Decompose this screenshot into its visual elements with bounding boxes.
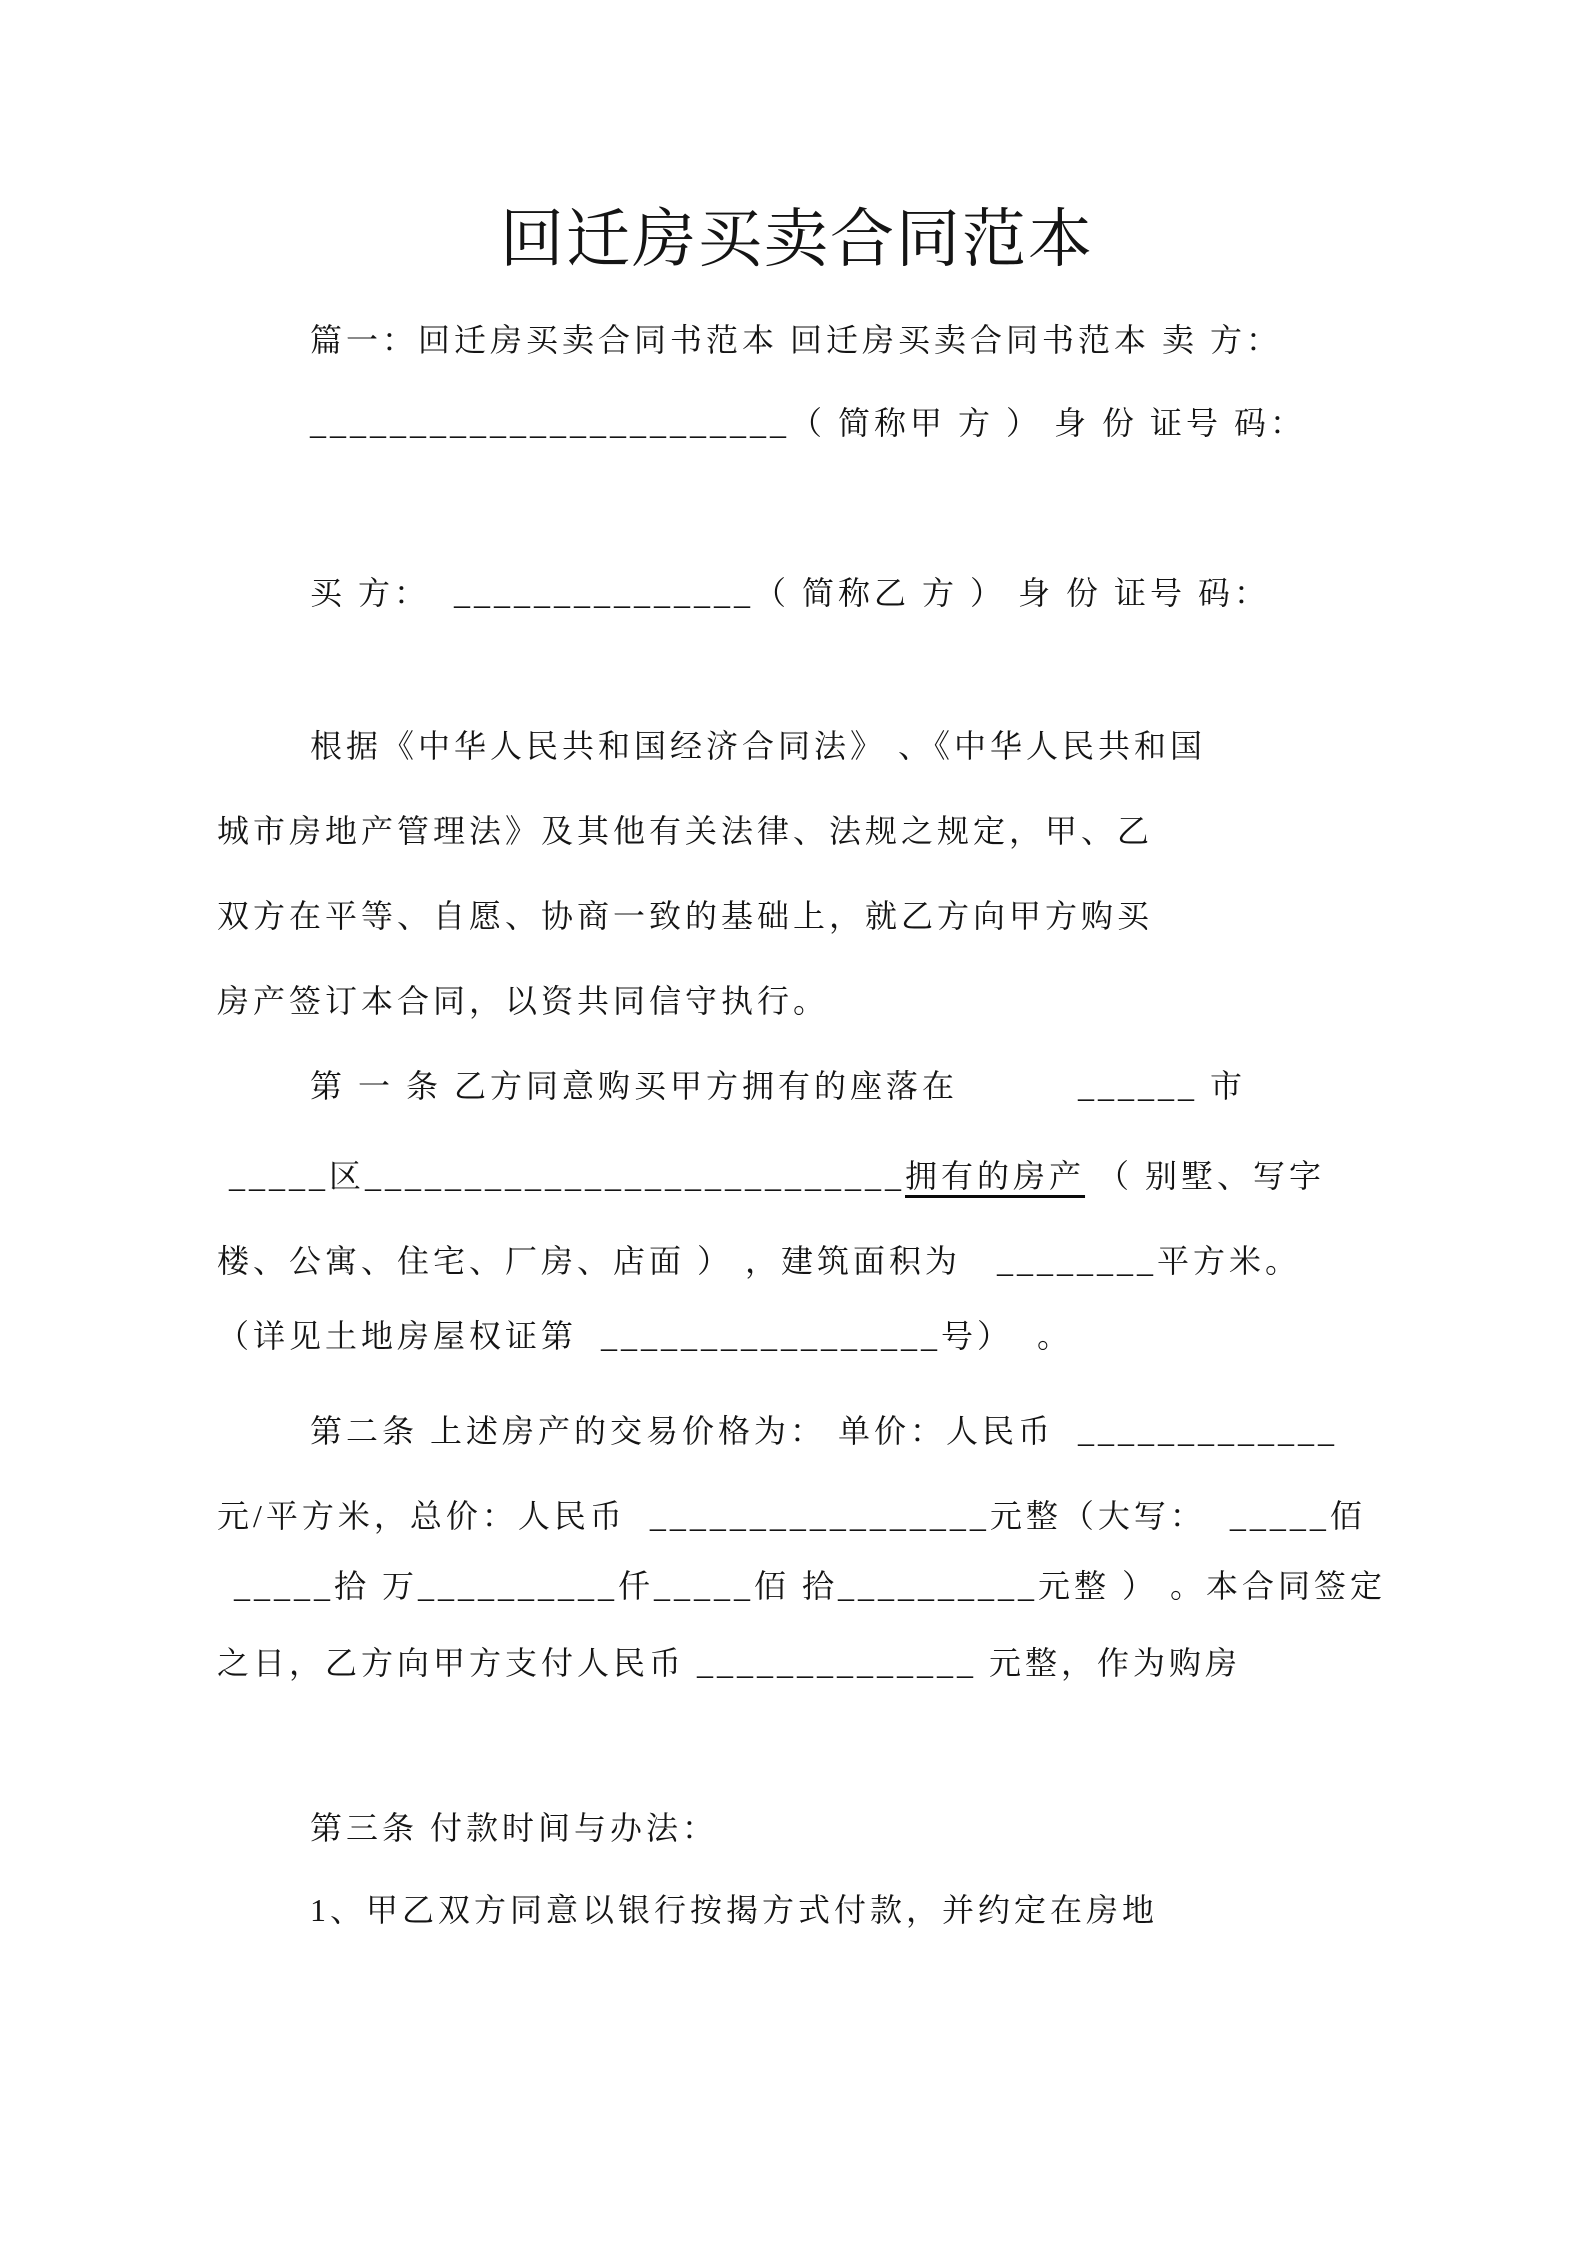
clause-2-line-3: _____拾 万__________仟_____佰 拾__________元整 ） 。本合同签定 bbox=[234, 1568, 1387, 1604]
paragraph-intro-line-1: 篇一：回迁房买卖合同书范本 回迁房买卖合同书范本 卖 方： bbox=[310, 322, 1283, 358]
clause-1-line-1: 第 一 条 乙方同意购买甲方拥有的座落在 ______ 市 bbox=[310, 1068, 1247, 1104]
legal-basis-line-4: 房产签订本合同，以资共同信守执行。 bbox=[217, 983, 830, 1019]
clause-3-heading: 第三条 付款时间与办法： bbox=[310, 1810, 719, 1846]
buyer-name-blank-line: 买 方： _______________（ 简称乙 方 ） 身 份 证号 码： bbox=[310, 575, 1271, 611]
clause-1-district-blank: _____区___________________________ bbox=[217, 1158, 906, 1194]
clause-1-property-underlined-text: 拥有的房产 bbox=[905, 1158, 1086, 1194]
document-title: 回迁房买卖合同范本 bbox=[500, 204, 1094, 275]
clause-2-line-1: 第二条 上述房产的交易价格为： 单价：人民币 _____________ bbox=[310, 1413, 1339, 1449]
legal-basis-line-1: 根据《中华人民共和国经济合同法》 、《中华人民共和国 bbox=[310, 728, 1207, 764]
seller-name-blank-line: ________________________（ 简称甲 方 ） 身 份 证号 码： bbox=[310, 405, 1307, 441]
clause-2-line-2: 元/平方米，总价：人民币 _________________元整（大写： _____佰 bbox=[217, 1498, 1366, 1534]
legal-basis-line-3: 双方在平等、自愿、协商一致的基础上，就乙方向甲方购买 bbox=[217, 898, 1154, 934]
clause-2-line-4: 之日，乙方向甲方支付人民币 ______________ 元整，作为购房 bbox=[217, 1645, 1242, 1681]
clause-3-item-1: 1、甲乙双方同意以银行按揭方式付款，并约定在房地 bbox=[310, 1892, 1159, 1928]
clause-1-line-3: 楼、公寓、住宅、厂房、店面 ） ，建筑面积为 ________平方米。 bbox=[217, 1243, 1302, 1279]
legal-basis-line-2: 城市房地产管理法》及其他有关法律、法规之规定，甲、乙 bbox=[217, 813, 1154, 849]
clause-1-line-4: （详见土地房屋权证第 _________________号） 。 bbox=[217, 1318, 1074, 1354]
clause-1-property-type-start: （ 别墅、写字 bbox=[1085, 1158, 1326, 1194]
clause-1-line-2 bbox=[217, 1156, 1325, 1196]
